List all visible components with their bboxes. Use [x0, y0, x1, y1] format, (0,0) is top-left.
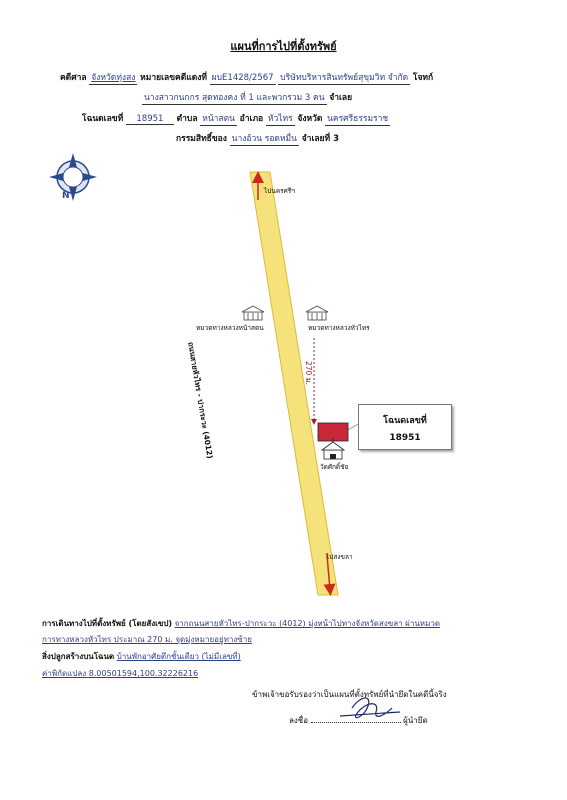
deed-value: 18951 [126, 114, 174, 125]
deed-label: โฉนดเลขที่ [82, 114, 124, 124]
defendant-label: จำเลย [329, 93, 353, 103]
coords-label: ค่าพิกัดแปลง [42, 669, 87, 678]
province-label: จังหวัด [297, 114, 323, 124]
plaintiff-label: โจทก์ [412, 73, 434, 83]
owner-value: นางอ้วน รอดหมื่น [230, 131, 299, 146]
deed-callout [358, 404, 452, 450]
page-title: แผนที่การไปที่ตั้งทรัพย์ [230, 40, 337, 53]
temple-label: วัดศักดิ์ชัย [320, 463, 349, 471]
coords-line [42, 667, 198, 680]
buildings-line [42, 650, 241, 663]
buildings-label: สิ่งปลูกสร้างบนโฉนด [42, 652, 115, 661]
amphoe-value: หัวไทร [266, 111, 295, 126]
sign-label: ลงชื่อ [289, 716, 309, 725]
signature-blank [311, 722, 401, 723]
tambon-label: ตำบล [176, 114, 198, 124]
province-value: นครศรีธรรมราช [325, 111, 390, 126]
defendants-value: นางสาวกนกกร สุดทองคง ที่ 1 และพวกรวม 3 คน [142, 90, 327, 105]
road-label: ถนนสายหัวไทร - ปากระวะ (4012) [186, 341, 215, 460]
route-line-1 [42, 617, 440, 630]
redcase-value: ผบE1428/2567 [210, 70, 276, 85]
distance-label: 270 ม. [304, 361, 313, 386]
route-label: การเดินทางไปที่ตั้งทรัพย์ (โดยสังเขป) [42, 619, 173, 628]
route-text-2: การทางหลวงหัวไทร ประมาณ 270 ม. จุดมุ่งหมายอยู่ทางซ้าย [42, 635, 252, 644]
tambon-value: หน้าสตน [200, 111, 237, 126]
to-south-label: ไปสงขลา [326, 553, 353, 561]
plaintiff-value: บริษัทบริหารสินทรัพย์สุขุมวิท จำกัด [278, 70, 410, 85]
deed-callout-number: 18951 [389, 433, 421, 443]
compass-letter: N [62, 191, 70, 201]
amphoe-label: อำเภอ [239, 114, 264, 124]
certify-text: ข้าพเจ้าขอรับรองว่าเป็นแผนที่ตั้งทรัพย์ที่นำยึดในคดีนี้จริง [252, 690, 447, 699]
office-icon-left [242, 306, 264, 320]
signature-line [289, 714, 428, 727]
buildings-value: บ้านพักอาศัยตึกชั้นเดียว (ไม่มีเลขที่) [116, 652, 241, 661]
court-label: คดีศาล [60, 73, 87, 83]
deed-callout-title: โฉนดเลขที่ [383, 416, 427, 426]
road-shape [250, 172, 338, 595]
landmark-left: หมวดทางหลวงหน้าสตน [196, 324, 264, 332]
plot-pointer [348, 424, 358, 430]
compass-icon [49, 153, 97, 201]
landmark-right: หมวดทางหลวงหัวไทร [308, 324, 370, 332]
owner-label: กรรมสิทธิ์ของ [176, 134, 227, 144]
office-icon-right [306, 306, 328, 320]
defendant-no-label: จำเลยที่ 3 [301, 134, 340, 144]
route-text-1: จากถนนสายหัวไทร-ปากระวะ (4012) มุ่งหน้าไปทางจังหวัดสงขลา ผ่านหมวด [174, 619, 441, 628]
court-value: จังหวัดทุ่งสง [89, 70, 137, 85]
to-north-label: ไปนครศรีฯ [264, 187, 295, 195]
redcase-label: หมายเลขคดีแดงที่ [140, 73, 207, 83]
signer-role: ผู้นำยึด [403, 716, 428, 725]
coords-value: 8.00501594,100.32226216 [88, 669, 199, 678]
